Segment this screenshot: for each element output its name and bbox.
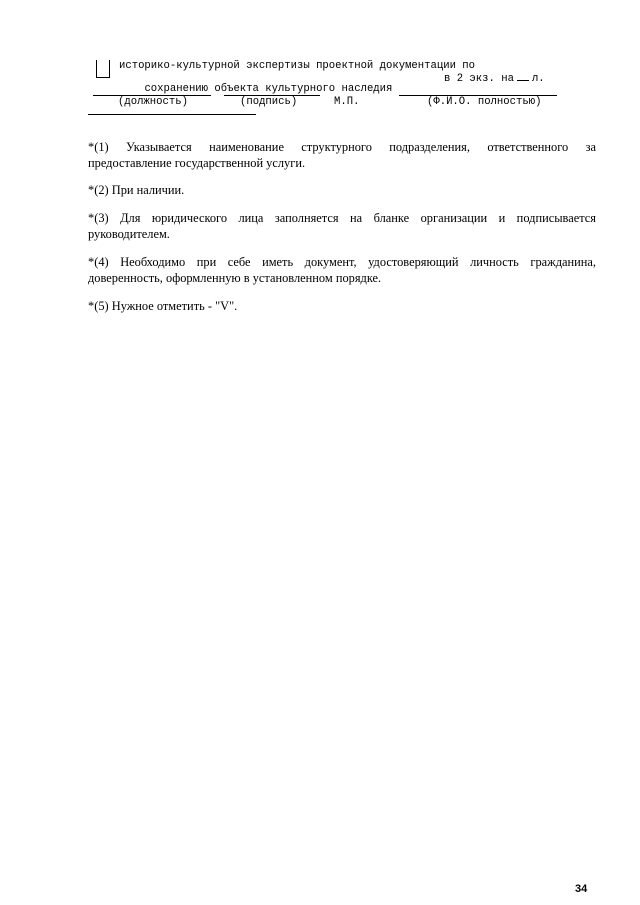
footnote-2: *(2) При наличии.	[88, 183, 185, 197]
full-name-label: (Ф.И.О. полностью)	[427, 96, 542, 108]
footnote-3: *(3) Для юридического лица заполняется на бланке организации и подписывается руководителем.	[88, 211, 596, 241]
copies-suffix: л.	[531, 73, 545, 85]
footnote-4: *(4) Необходимо при себе иметь документ, удостоверяющий личность гражданина, доверенность, оформленную в установленном порядке.	[88, 255, 596, 285]
option-text-line-2-label: сохранению объекта культурного наследия	[144, 83, 393, 95]
page-number: 34	[575, 883, 588, 895]
signature-label: (подпись)	[240, 96, 298, 108]
footnote-5: *(5) Нужное отметить - "V".	[88, 299, 238, 313]
sheet-count-blank[interactable]	[517, 71, 529, 81]
option-checkbox[interactable]	[96, 60, 110, 78]
footnote-1: *(1) Указывается наименование структурного подразделения, ответственного за предоставление государственной услуги.	[88, 140, 596, 170]
position-label: (должность)	[118, 96, 188, 108]
stamp-label: М.П.	[334, 96, 360, 108]
copies-info	[444, 71, 545, 85]
footnote-separator	[88, 114, 256, 115]
copies-prefix: в 2 экз. на	[444, 73, 514, 85]
option-text-line-1: историко-культурной экспертизы проектной документации по	[119, 60, 476, 72]
